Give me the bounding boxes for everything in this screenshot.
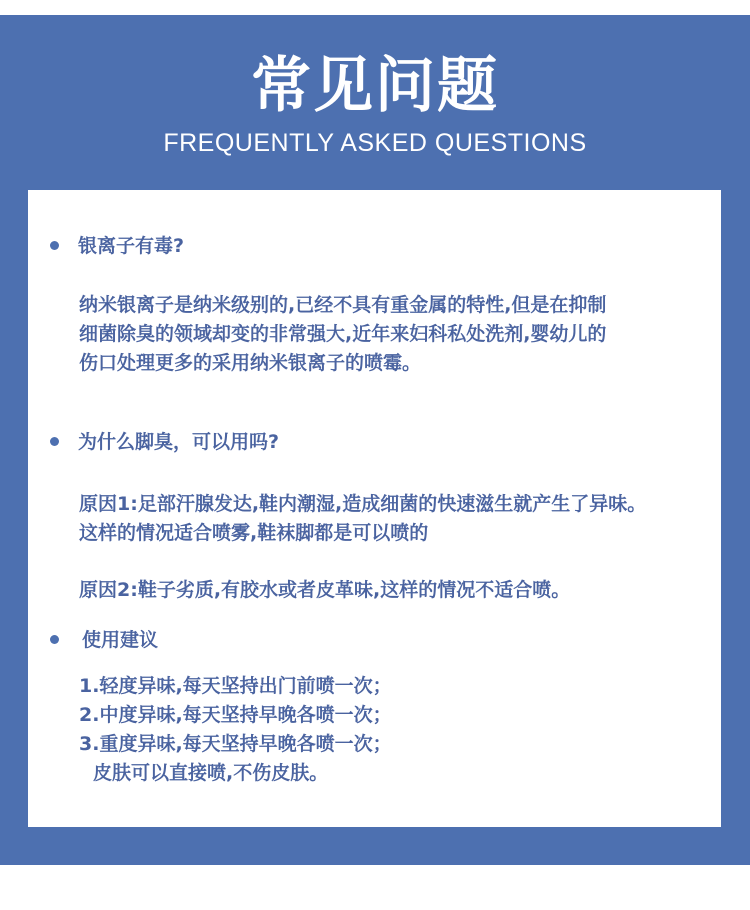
faq-question-3: 使用建议: [82, 629, 159, 651]
bullet-dot: [50, 437, 59, 446]
faq-answer-2-line-2: 这样的情况适合喷雾,鞋袜脚都是可以喷的: [79, 522, 429, 544]
faq-answer-1-line-3: 伤口处理更多的采用纳米银离子的喷霉。: [79, 352, 422, 374]
faq-answer-1-line-1: 纳米银离子是纳米级别的,已经不具有重金属的特性,但是在抑制: [79, 294, 607, 316]
faq-answer-3-line-1: 1.轻度异味,每天坚持出门前喷一次；: [79, 675, 392, 697]
bullet-dot: [50, 635, 59, 644]
bullet-dot: [50, 241, 59, 250]
page-title: 常见问题: [251, 51, 499, 121]
faq-question-2: 为什么脚臭，可以用吗?: [78, 431, 280, 453]
faq-answer-3-line-4: 皮肤可以直接喷,不伤皮肤。: [93, 762, 329, 784]
page-subtitle: FREQUENTLY ASKED QUESTIONS: [163, 129, 587, 157]
faq-answer-1-line-2: 细菌除臭的领域却变的非常强大,近年来妇科私处洗剂,婴幼儿的: [79, 323, 607, 345]
faq-answer-3-line-3: 3.重度异味,每天坚持早晚各喷一次；: [79, 733, 392, 755]
faq-answer-3-line-2: 2.中度异味,每天坚持早晚各喷一次；: [79, 704, 392, 726]
faq-answer-2-line-1: 原因1:足部汗腺发达,鞋内潮湿,造成细菌的快速滋生就产生了异味。: [79, 493, 647, 515]
faq-answer-2-line-3: 原因2:鞋子劣质,有胶水或者皮革味,这样的情况不适合喷。: [79, 579, 571, 601]
faq-question-1: 银离子有毒?: [78, 235, 185, 257]
